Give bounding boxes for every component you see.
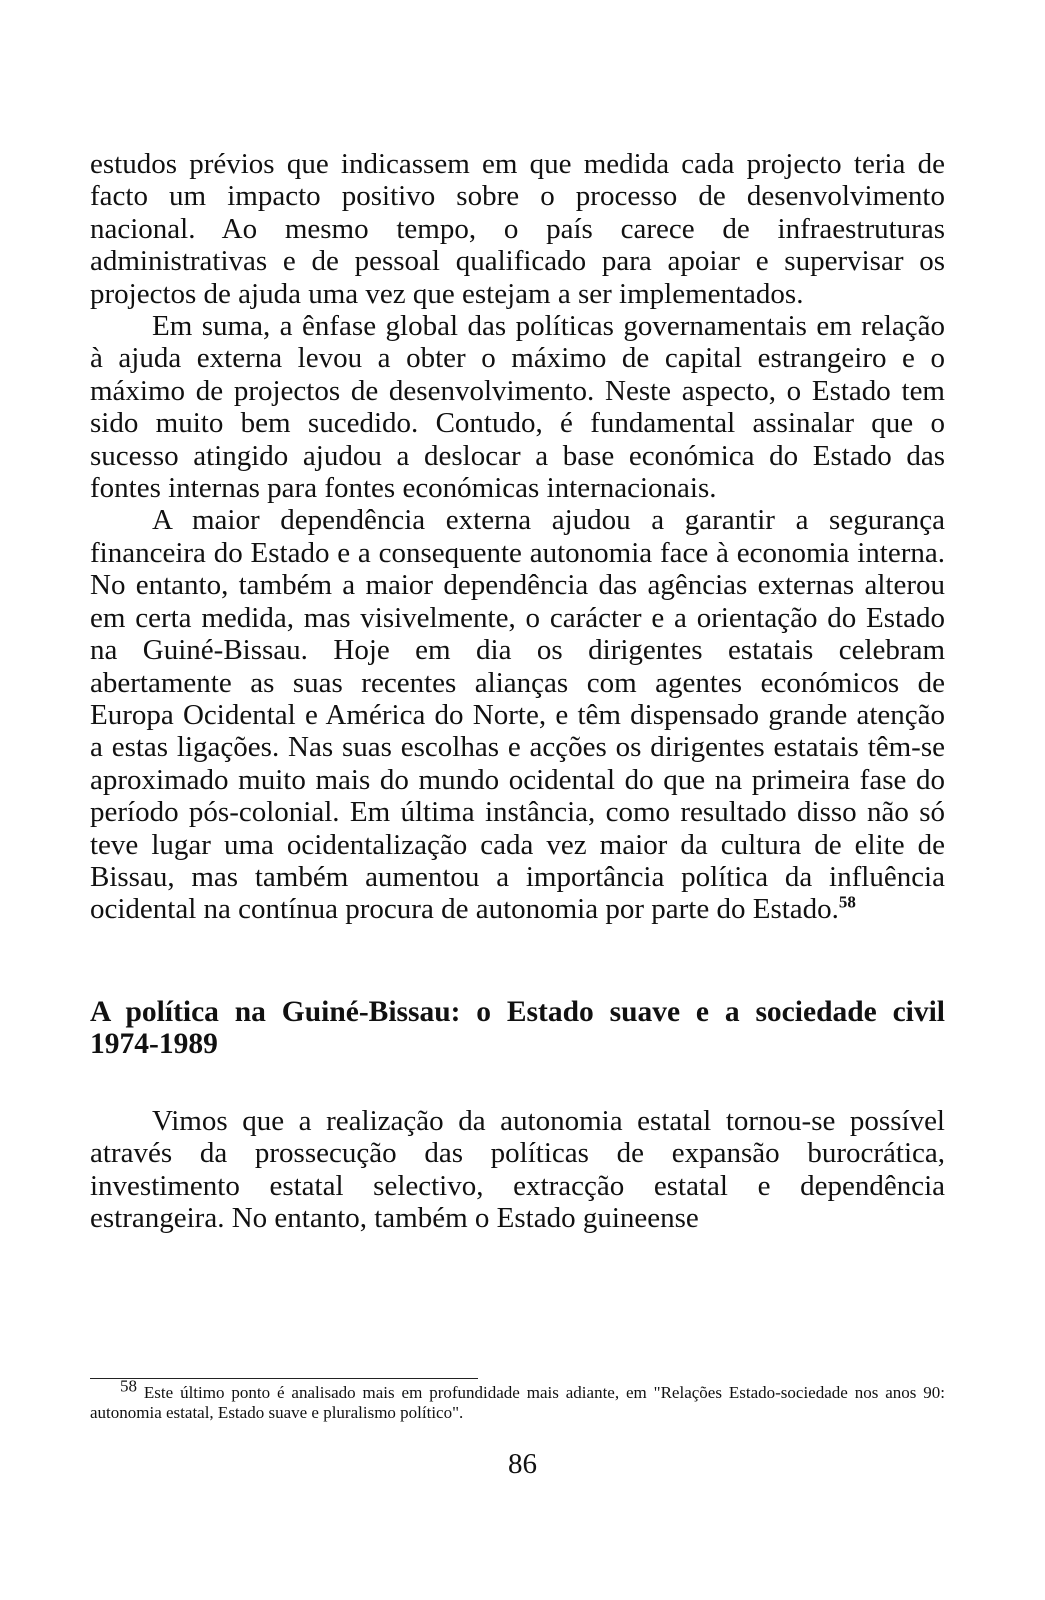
footnote-number: 58 [120, 1376, 137, 1396]
page-content [90, 148, 945, 1234]
footnote-text: Este último ponto é analisado mais em profundidade mais adiante, em "Relações Estado-sociedade nos anos 90: autonomia estatal, Estado suave e pluralismo político". [90, 1383, 945, 1422]
paragraph-text: Vimos que a realização da autonomia estatal tornou-se possível através da prossecução das políticas de expansão burocrática, investimento estatal selectivo, extracção estatal e dependência estrangeira. No entanto, também o Estado guineense [90, 1104, 945, 1234]
paragraph-text: estudos prévios que indicassem em que medida cada projecto teria de facto um impacto positivo sobre o processo de desenvolvimento nacional. Ao mesmo tempo, o país carece de infraestruturas administrativas e de pessoal qualificado para apoiar e supervisar os projectos de ajuda uma vez que estejam a ser implementados. [90, 148, 945, 310]
footnote-divider [90, 1378, 478, 1379]
footnote-reference: 58 [838, 892, 856, 912]
body-paragraph-3 [90, 504, 945, 925]
paragraph-text: Em suma, a ênfase global das políticas governamentais em relação à ajuda externa levou a obter o máximo de capital estrangeiro e o máximo de projectos de desenvolvimento. Neste aspecto, o Estado tem sido muito bem sucedido. Contudo, é fundamental assinalar que o sucesso atingido ajudou a deslocar a base económica do Estado das fontes internas para fontes económicas internacionais. [90, 310, 945, 505]
body-paragraph-2 [90, 310, 945, 504]
section-heading-line-2: 1974-1989 [90, 1027, 218, 1060]
body-paragraph-4 [90, 1105, 945, 1235]
page-number: 86 [508, 1448, 537, 1480]
paragraph-text: A maior dependência externa ajudou a garantir a segurança financeira do Estado e a consequente autonomia face à economia interna. No entanto, também a maior dependência das agências externas alterou em certa medida, mas visivelmente, o carácter e a orientação do Estado na Guiné-Bissau. Hoje em dia os dirigentes estatais celebram abertamente as suas recentes alianças com agentes económicos de Europa Ocidental e América do Norte, e têm dispensado grande atenção a estas ligações. Nas suas escolhas e acções os dirigentes estatais têm-se aproximado muito mais do mundo ocidental do que na primeira fase do período pós-colonial. Em última instância, como resultado disso não só teve lugar uma ocidentalização cada vez maior da cultura de elite de Bissau, mas também aumentou a importância política da influência ocidental na contínua procura de autonomia por parte do Estado. [90, 504, 945, 926]
body-paragraph-1 [90, 148, 945, 310]
section-heading [90, 996, 945, 1060]
footnote [90, 1376, 945, 1423]
section-heading-line-1: A política na Guiné-Bissau: o Estado suave e a sociedade civil [90, 995, 945, 1028]
